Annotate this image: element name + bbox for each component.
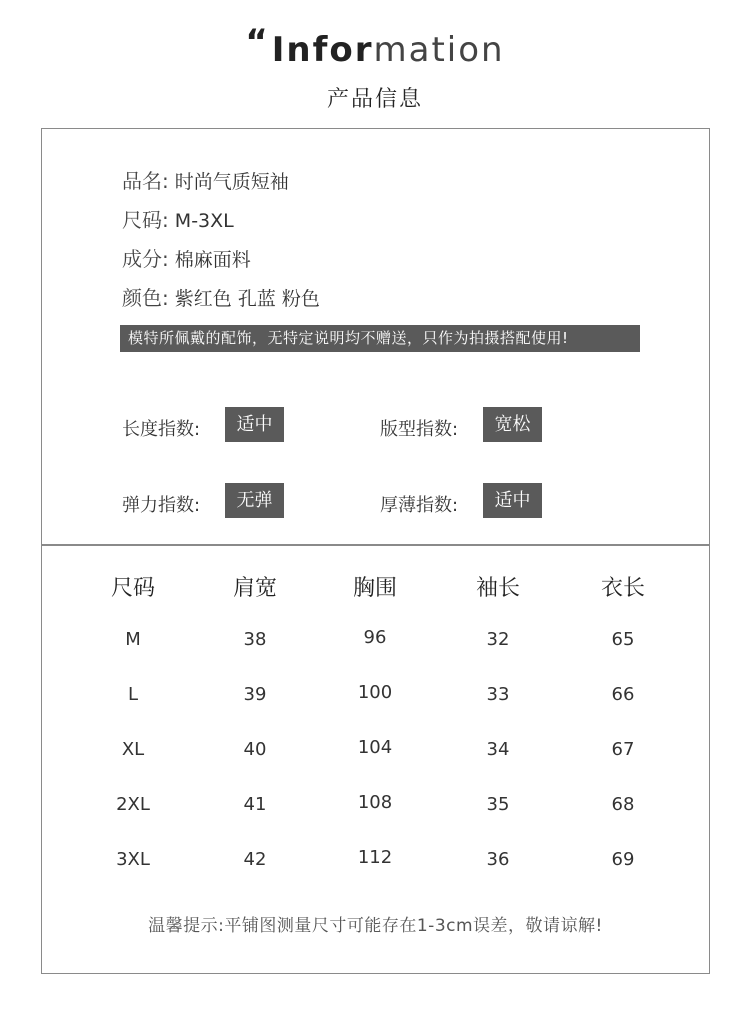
elastic-index-badge: 无弹 (225, 483, 284, 518)
table-cell: 33 (486, 684, 510, 705)
table-cell: 66 (611, 684, 635, 705)
table-header-sleeve: 袖长 (475, 576, 520, 601)
info-size-label: 尺码: (122, 208, 169, 232)
elastic-index-label: 弹力指数: (122, 495, 201, 516)
thickness-index-badge: 适中 (483, 483, 542, 518)
info-material-label: 成分: (122, 247, 169, 271)
table-cell: 67 (611, 739, 635, 760)
table-cell: 65 (611, 629, 635, 650)
table-cell: 42 (243, 849, 267, 870)
table-cell: 68 (611, 794, 635, 815)
length-index-label: 长度指数: (122, 419, 201, 440)
table-cell: 40 (243, 739, 267, 760)
table-cell: 36 (486, 849, 510, 870)
thickness-index-label: 厚薄指数: (380, 495, 459, 516)
info-frame (41, 128, 710, 974)
section-divider (42, 544, 709, 546)
fit-index-label: 版型指数: (380, 419, 459, 440)
table-cell: 96 (363, 627, 387, 648)
info-size (122, 204, 234, 233)
table-cell: 3XL (116, 849, 150, 870)
table-cell: 2XL (116, 794, 150, 815)
table-cell: 100 (357, 682, 393, 703)
info-color (122, 282, 320, 311)
table-header-length: 衣长 (600, 576, 645, 601)
table-cell: M (125, 629, 141, 650)
table-header-shoulder: 肩宽 (232, 576, 277, 601)
length-index-badge: 适中 (225, 407, 284, 442)
table-cell: 35 (486, 794, 510, 815)
table-cell: 38 (243, 629, 267, 650)
fit-index-badge: 宽松 (483, 407, 542, 442)
table-cell: 39 (243, 684, 267, 705)
info-color-label: 颜色: (122, 286, 169, 310)
title-bold-part: Infor (271, 30, 374, 70)
table-cell: 69 (611, 849, 635, 870)
table-cell: 112 (357, 847, 393, 868)
info-name-label: 品名: (122, 169, 169, 193)
info-name-value: 时尚气质短袖 (174, 171, 289, 193)
table-cell: 32 (486, 629, 510, 650)
info-material-value: 棉麻面料 (174, 249, 251, 271)
table-cell: 34 (486, 739, 510, 760)
table-header-size: 尺码 (110, 576, 155, 601)
header-subtitle: 产品信息 (326, 87, 423, 112)
quote-mark: “ (245, 22, 270, 62)
accessory-notice: 模特所佩戴的配饰，无特定说明均不赠送，只作为拍摄搭配使用! (120, 325, 640, 352)
table-cell: 41 (243, 794, 267, 815)
info-name (122, 165, 289, 194)
measurement-tip: 温馨提示:平铺图测量尺寸可能存在1-3cm误差，敬请谅解! (148, 916, 603, 936)
title-light-part: mation (373, 30, 505, 70)
table-header-chest: 胸围 (352, 576, 397, 601)
table-cell: 104 (357, 737, 393, 758)
info-size-value: M-3XL (174, 210, 234, 232)
header-title (0, 22, 750, 70)
table-cell: 108 (357, 792, 393, 813)
table-cell: XL (121, 739, 145, 760)
info-material (122, 243, 251, 272)
info-color-value: 紫红色 孔蓝 粉色 (174, 288, 320, 310)
table-cell: L (127, 684, 139, 705)
